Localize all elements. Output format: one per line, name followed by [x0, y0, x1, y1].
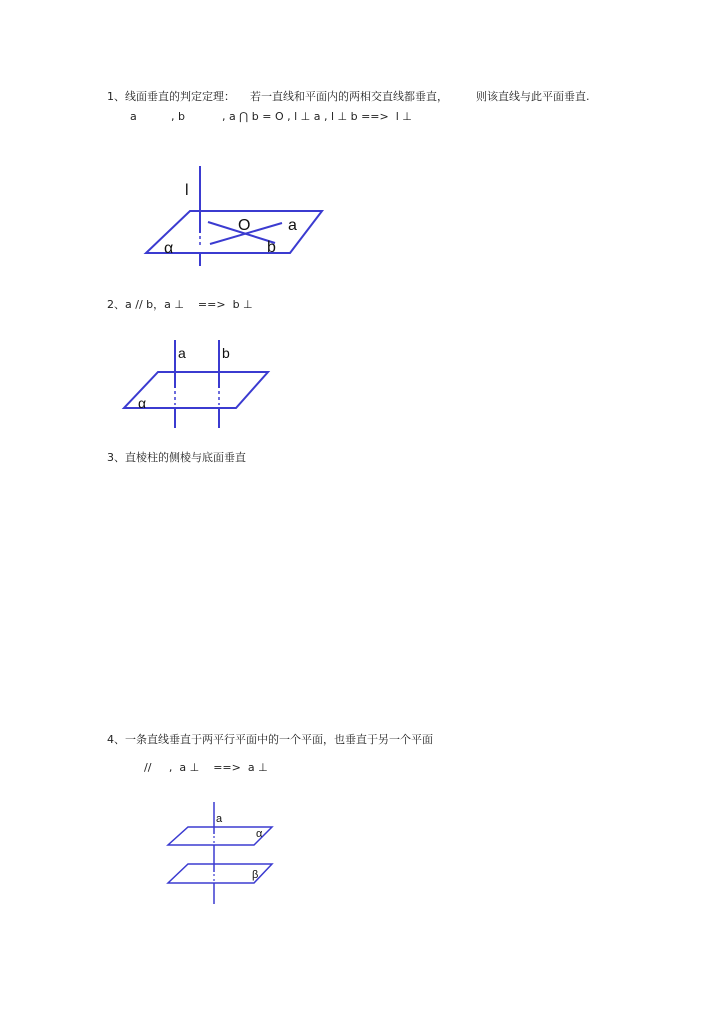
label-beta: β	[252, 869, 259, 881]
item-1-rule: 若一直线和平面内的两相交直线都垂直，	[250, 90, 448, 103]
item-1-heading: 1、线面垂直的判定定理：	[107, 90, 235, 103]
label-b: b	[222, 345, 230, 361]
figure-1-line-perpendicular-plane	[140, 160, 330, 270]
item-1-conclusion: 则该直线与此平面垂直.	[476, 90, 590, 103]
item-1-symbol-b: , b	[171, 110, 185, 123]
label-alpha: α	[256, 828, 263, 840]
label-alpha: α	[164, 240, 174, 257]
label-alpha: α	[138, 395, 147, 411]
item-4-formula: // , a ⊥ ==> a ⊥	[144, 761, 268, 774]
label-a: a	[216, 813, 223, 825]
label-l: l	[185, 182, 189, 199]
item-2-text: 2、a // b，a ⊥ ==> b ⊥	[107, 298, 253, 311]
figure-2-parallel-lines-plane	[118, 336, 278, 432]
item-3-text: 3、直棱柱的侧棱与底面垂直	[107, 451, 246, 464]
item-4-text: 4、一条直线垂直于两平行平面中的一个平面，也垂直于另一个平面	[107, 733, 433, 746]
label-a: a	[178, 345, 186, 361]
item-1-symbol-a: a	[130, 110, 137, 123]
label-o: O	[238, 217, 251, 234]
item-1-formula: , a ⋂ b = O , l ⊥ a , l ⊥ b ==> l ⊥	[222, 110, 412, 123]
label-b: b	[267, 239, 276, 256]
label-a: a	[288, 217, 297, 234]
figure-4-line-two-parallel-planes	[160, 800, 280, 906]
